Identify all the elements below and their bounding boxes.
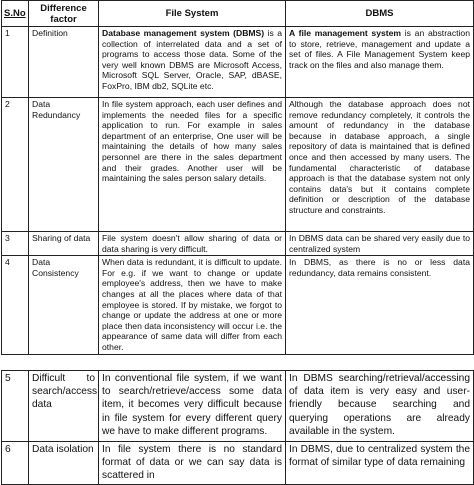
table-row — [2, 232, 474, 256]
row-factor: Data isolation — [29, 442, 99, 485]
row-factor: Definition — [29, 27, 99, 98]
dbms-text: is an abstraction to store, retrieve, management and update a set of files. A File Management System keep track on the files and also manage them. — [289, 28, 470, 70]
row-file-system — [99, 27, 286, 98]
comparison-table-top — [1, 0, 473, 355]
header-row — [2, 1, 474, 27]
row-dbms: Although the database approach does not remove redundancy completely, it controls the amount of redundancy in the database because in database approach, a single repository of data is maintained that is defined once and then accessed by many users. The fundamental characteristic of database approach is that the database system not only contains data's but it contains complete definition or description of the database structure and constraints. — [286, 98, 474, 232]
row-dbms — [286, 27, 474, 98]
row-sno: 1 — [2, 27, 29, 98]
row-file-system: When data is redundant, it is difficult to update. For e.g. if we want to change or update employee's address, then we have to make changes at all the places where data of that employee is stored. If by mistake, we forgot to change or update the address at one or more place then data inconsistency will occur i.e. the appearance of same data will differ from each other. — [99, 256, 286, 354]
row-dbms: In DBMS, due to centralized system the format of similar type of data remaining — [286, 442, 474, 485]
table-row — [2, 98, 474, 232]
row-file-system: In conventional file system, if we want to search/retrieve/access some data item, it becomes very difficult because in file system for every different query we have to make different programs. — [99, 371, 286, 442]
comparison-table-bottom — [1, 370, 473, 485]
row-sno: 6 — [2, 442, 29, 485]
row-file-system: In file system there is no standard format of data or we can say data is scattered in — [99, 442, 286, 485]
row-dbms: In DBMS searching/retrieval/accessing of data item is very easy and user-friendly because searching and querying operations are already available in the system. — [286, 371, 474, 442]
row-factor: Sharing of data — [29, 232, 99, 256]
row-factor: Difficult to search/access data — [29, 371, 99, 442]
header-sno: S.No — [2, 1, 29, 27]
table-row — [2, 442, 474, 485]
header-dbms: DBMS — [286, 1, 474, 27]
row-file-system: File system doesn't allow sharing of data or data sharing is very difficult. — [99, 232, 286, 256]
row-factor: Data Redundancy — [29, 98, 99, 232]
row-file-system: In file system approach, each user defines and implements the needed files for a specific application to run. For example in sales department of an enterprise, One user will be maintaining the details of how many sales personnel are there in the sales department and their grades. Another user will be maintaining the sales person salary details. — [99, 98, 286, 232]
table-row — [2, 27, 474, 98]
fs-text: is a collection of interrelated data and a set of programs to access those data. Some of the very well known DBMS are Microsoft Access, Microsoft SQL Server, Oracle, SAP, dBASE, FoxPro, IBM db2, SQLite etc. — [102, 28, 282, 91]
table-row — [2, 256, 474, 354]
row-sno: 2 — [2, 98, 29, 232]
row-sno: 5 — [2, 371, 29, 442]
header-factor: Difference factor — [29, 1, 99, 27]
row-dbms: In DBMS data can be shared very easily due to centralized system — [286, 232, 474, 256]
table-row — [2, 371, 474, 442]
row-factor: Data Consistency — [29, 256, 99, 354]
fs-term: Database management system (DBMS) — [102, 28, 265, 38]
row-sno: 3 — [2, 232, 29, 256]
header-file-system: File System — [99, 1, 286, 27]
dbms-term: A file management system — [289, 28, 402, 38]
row-sno: 4 — [2, 256, 29, 354]
row-dbms: In DBMS, as there is no or less data redundancy, data remains consistent. — [286, 256, 474, 354]
